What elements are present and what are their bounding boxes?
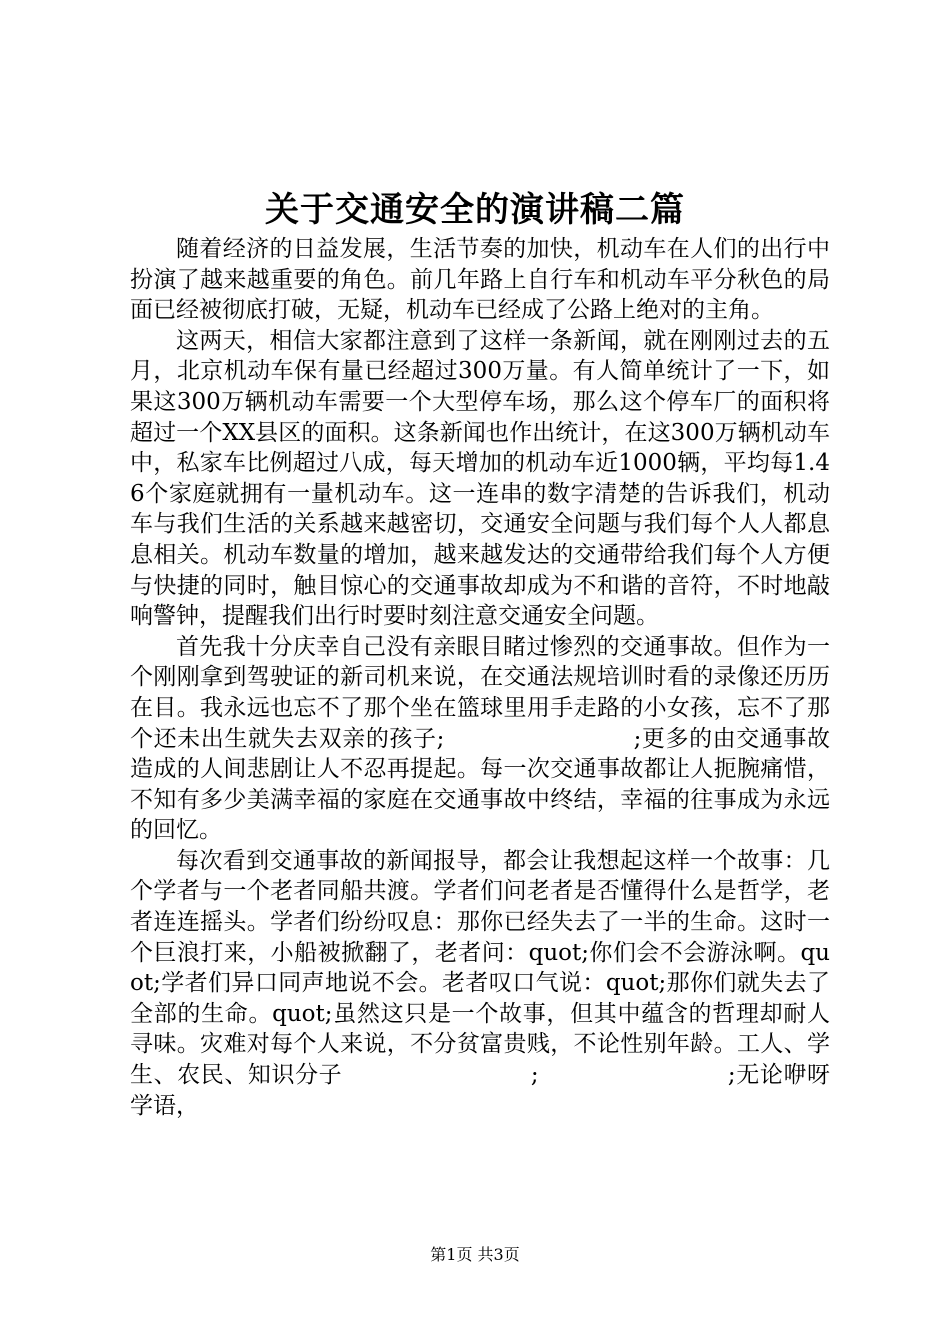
paragraph-4: 每次看到交通事故的新闻报导，都会让我想起这样一个故事：几个学者与一个老者同船共渡。学者们问老者是否懂得什么是哲学，老者连连摇头。学者们纷纷叹息：那你已经失去了一半的生命。这时一个巨浪打来，小船被掀翻了，老者问：quot;你们会不会游泳啊。quot;学者们异口同声地说不会。老者叹口气说：quot;那你们就失去了全部的生命。quot;虽然这只是一个故事，但其中蕴含的哲理却耐人寻味。灾难对每个人来说，不分贫富贵贱，不论性别年龄。工人、学生、农民、知识分子 ; ;无论咿呀学语，	[130, 847, 830, 1119]
paragraph-3: 首先我十分庆幸自己没有亲眼目睹过惨烈的交通事故。但作为一个刚刚拿到驾驶证的新司机来说，在交通法规培训时看的录像还历历在目。我永远也忘不了那个坐在篮球里用手走路的小女孩，忘不了那个还未出生就失去双亲的孩子; ;更多的由交通事故造成的人间悲剧让人不忍再提起。每一次交通事故都让人扼腕痛惜，不知有多少美满幸福的家庭在交通事故中终结，幸福的往事成为永远的回忆。	[130, 633, 830, 844]
document-body	[130, 234, 830, 1121]
page-title: 关于交通安全的演讲稿二篇	[265, 190, 685, 230]
paragraph-2: 这两天，相信大家都注意到了这样一条新闻，就在刚刚过去的五月，北京机动车保有量已经超过300万量。有人简单统计了一下，如果这300万辆机动车需要一个大型停车场，那么这个停车厂的面积将超过一个XX县区的面积。这条新闻也作出统计，在这300万辆机动车中，私家车比例超过八成，每天增加的机动车近1000辆，平均每1.46个家庭就拥有一量机动车。这一连串的数字清楚的告诉我们，机动车与我们生活的关系越来越密切，交通安全问题与我们每个人人都息息相关。机动车数量的增加，越来越发达的交通带给我们每个人方便与快捷的同时，触目惊心的交通事故却成为不和谐的音符，不时地敲响警钟，提醒我们出行时要时刻注意交通安全问题。	[130, 327, 830, 630]
paragraph-1: 随着经济的日益发展，生活节奏的加快，机动车在人们的出行中扮演了越来越重要的角色。前几年路上自行车和机动车平分秋色的局面已经被彻底打破，无疑，机动车已经成了公路上绝对的主角。	[130, 236, 830, 324]
page-number-footer: 第1页 共3页	[430, 1245, 520, 1264]
